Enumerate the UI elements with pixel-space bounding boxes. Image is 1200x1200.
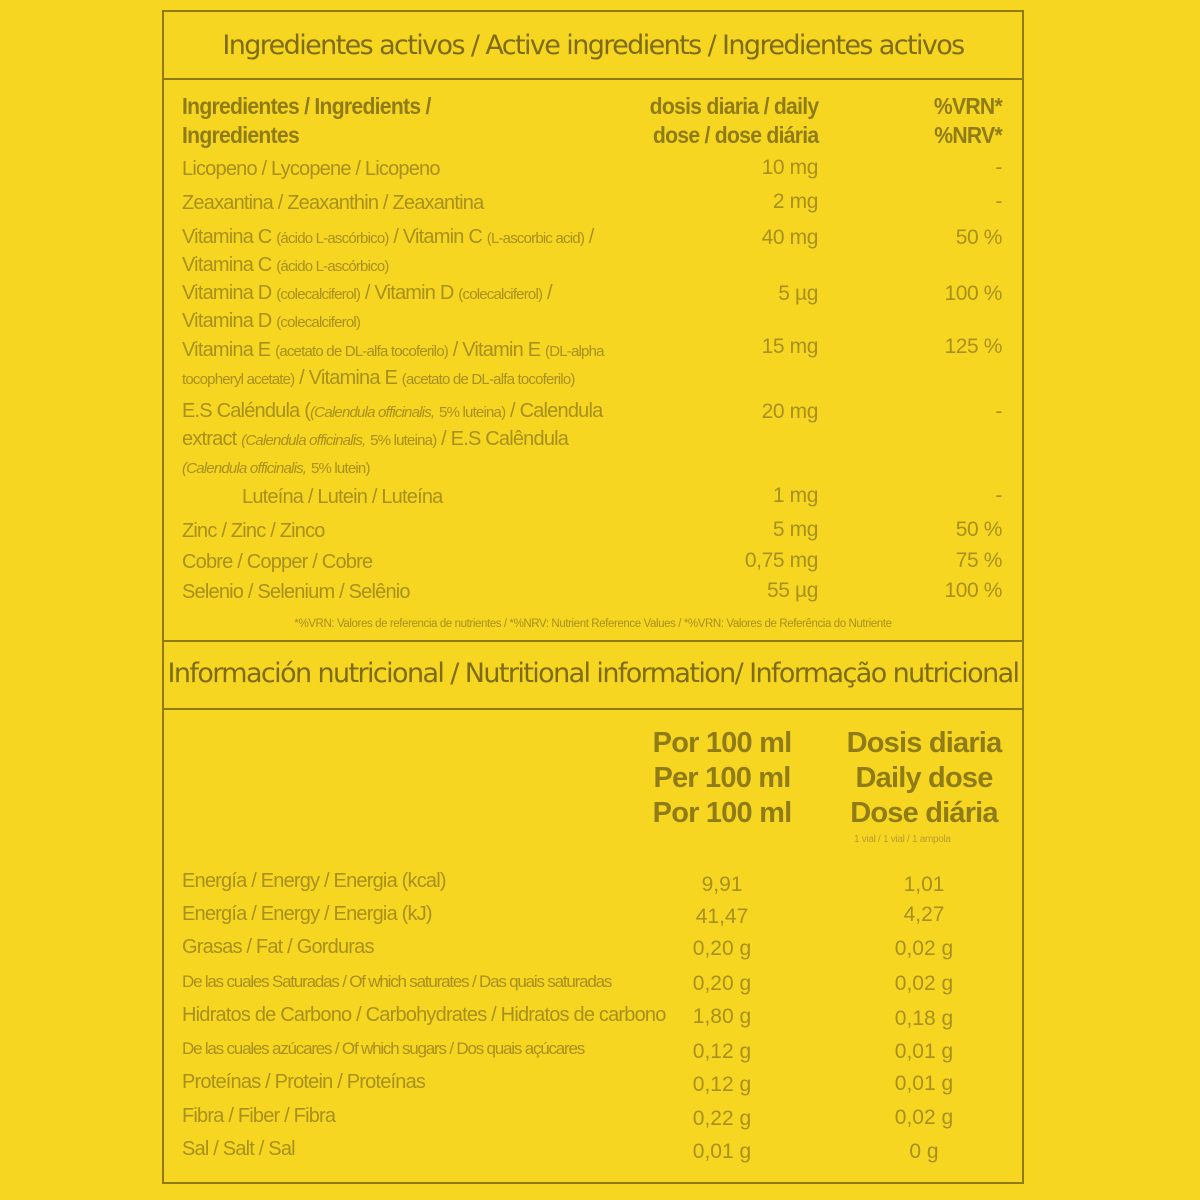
nutrient-name: De las cuales Saturadas / Of which saturates / Das quais saturadas [182,972,612,991]
ingredient-dose: 1 mg [772,484,818,507]
nutrient-per100: 0,20 g [692,972,752,995]
nutrient-name: Hidratos de Carbono / Carbohydrates / Hidratos de carbono [182,1004,666,1026]
ingredient-dose: 20 mg [761,400,818,423]
ingredient-vrn: - [995,156,1002,179]
ingredient-name: Zeaxantina / Zeaxanthin / Zeaxantina [182,192,484,214]
ingredient-vrn: 75 % [955,549,1002,572]
daily-dose-subnote: 1 vial / 1 vial / 1 ampola [854,834,951,845]
divider [164,708,1022,710]
ingredient-name: Zinc / Zinc / Zinco [182,520,325,542]
ingredient-vrn: 125 % [944,335,1002,358]
ingredient-dose: 2 mg [772,190,818,213]
ingredient-dose: 5 µg [778,282,818,305]
nutrient-name: Grasas / Fat / Gorduras [182,936,374,958]
per-100ml-header: Por 100 ml Per 100 ml Por 100 ml [652,727,792,829]
nutrient-daily: 0,02 g [894,1106,954,1129]
ingredient-name: Vitamina C (ácido L-ascórbico) / Vitamin C (L-ascorbic acid) / Vitamina C (ácido L-ascórbico) [182,226,594,276]
ingredient-name: E.S Caléndula ((Calendula officinalis, 5% luteina) / Calendula extract (Calendula officinalis, 5% luteina) / E.S Calêndula (Calendula officinalis, 5% lutein) [182,400,603,477]
ingredient-dose: 55 µg [767,579,818,602]
ingredient-vrn: - [995,484,1002,507]
ingredient-vrn: - [995,190,1002,213]
ingredient-dose: 10 mg [761,156,818,179]
nutrient-name: Proteínas / Protein / Proteínas [182,1071,426,1093]
ingredient-name: Selenio / Selenium / Selênio [182,581,410,603]
nutrient-daily: 0,18 g [894,1007,954,1030]
vrn-footnote: *%VRN: Valores de referencia de nutrientes / *%NRV: Nutrient Reference Values / *%VRN: Valores de Referência do Nutriente [294,618,892,630]
nutrient-per100: 0,12 g [692,1040,752,1063]
ingredient-column-header: Ingredientes / Ingredients / Ingredientes [182,93,431,148]
nutrient-name: Sal / Salt / Sal [182,1138,295,1160]
ingredient-name: Luteína / Lutein / Luteína [242,486,443,508]
ingredient-vrn: 100 % [944,579,1002,602]
ingredient-vrn: - [995,400,1002,423]
active-ingredients-title: Ingredientes activos / Active ingredients / Ingredientes activos [222,30,964,61]
nutrient-daily: 0 g [909,1140,939,1163]
nutrient-per100: 41,47 [695,905,749,928]
divider [164,640,1022,642]
ingredient-name: Vitamina E (acetato de DL-alfa tocoferilo) / Vitamin E (DL-alpha tocopheryl acetate) / Vitamina E (acetato de DL-alfa tocoferilo) [182,339,604,389]
ingredient-vrn: 50 % [955,518,1002,541]
daily-dose-header: Dosis diaria Daily dose Dose diária [846,727,1002,829]
ingredient-dose: 40 mg [761,226,818,249]
label-frame [162,10,1024,1184]
nutrient-per100: 0,01 g [692,1140,752,1163]
ingredient-name: Licopeno / Lycopene / Licopeno [182,158,440,180]
nutrient-per100: 1,80 g [692,1005,752,1028]
nutritional-info-title: Información nutricional / Nutritional information/ Informação nutricional [167,658,1019,689]
nutrient-daily: 0,01 g [894,1072,954,1095]
ingredient-name: Cobre / Copper / Cobre [182,551,373,573]
nutrient-daily: 0,01 g [894,1040,954,1063]
ingredient-vrn: 50 % [955,226,1002,249]
nutrient-name: Fibra / Fiber / Fibra [182,1105,336,1127]
nutrient-name: De las cuales azúcares / Of which sugars / Dos quais açúcares [182,1039,585,1058]
nutrient-daily: 4,27 [903,903,945,926]
ingredient-name: Vitamina D (colecalciferol) / Vitamin D (colecalciferol) / Vitamina D (colecalciferol) [182,282,552,332]
ingredient-vrn: 100 % [944,282,1002,305]
ingredient-dose: 0,75 mg [744,549,818,572]
divider [164,78,1022,80]
nutrient-name: Energía / Energy / Energia (kJ) [182,903,432,925]
nutrient-daily: 0,02 g [894,972,954,995]
nutrient-per100: 0,12 g [692,1073,752,1096]
nutrient-per100: 9,91 [701,873,743,896]
dose-column-header: dosis diaria / daily dose / dose diária [649,93,818,148]
vrn-column-header: %VRN* %NRV* [933,93,1002,148]
nutrient-daily: 0,02 g [894,937,954,960]
nutrient-per100: 0,20 g [692,937,752,960]
nutrient-name: Energía / Energy / Energia (kcal) [182,870,446,892]
nutrient-daily: 1,01 [903,873,945,896]
ingredient-dose: 5 mg [772,518,818,541]
ingredient-dose: 15 mg [761,335,818,358]
nutrient-per100: 0,22 g [692,1107,752,1130]
